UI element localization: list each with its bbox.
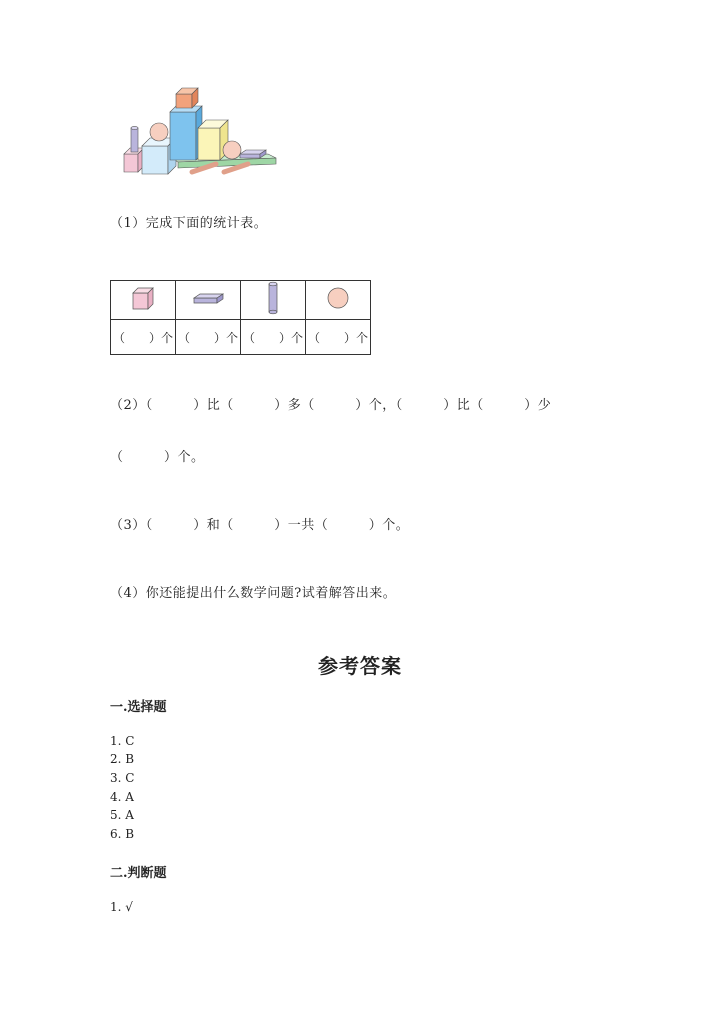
question-3: （3）（ ）和（ ）一共（ ）个。 — [110, 518, 410, 533]
list-item: 1. √ — [110, 900, 133, 914]
table-cell — [176, 281, 241, 320]
list-item: 3. C — [110, 771, 135, 785]
cylinder-icon — [266, 281, 280, 315]
table-cell: （ ）个 — [111, 320, 176, 355]
table-cell: （ ）个 — [176, 320, 241, 355]
question-2-line-2: （ ）个。 — [110, 450, 205, 465]
table-cell — [241, 281, 306, 320]
table-icon-row — [111, 281, 371, 320]
list-item: 6. B — [110, 827, 135, 841]
cube-icon — [128, 283, 158, 313]
sphere-icon — [325, 285, 351, 311]
solids-illustration — [118, 84, 280, 180]
table-cell: （ ）个 — [306, 320, 371, 355]
list-item: 1. C — [110, 734, 135, 748]
question-4: （4）你还能提出什么数学问题?试着解答出来。 — [110, 586, 397, 601]
list-item: 5. A — [110, 808, 134, 822]
question-1: （1）完成下面的统计表。 — [110, 216, 268, 231]
statistics-table — [110, 280, 371, 355]
section-judge-heading: 二.判断题 — [110, 866, 167, 881]
table-answer-row — [111, 320, 371, 355]
table-cell: （ ）个 — [241, 320, 306, 355]
section-choice-heading: 一.选择题 — [110, 700, 167, 715]
cuboid-icon — [191, 288, 225, 308]
answer-title: 参考答案 — [318, 654, 402, 678]
list-item: 2. B — [110, 752, 135, 766]
table-cell — [111, 281, 176, 320]
question-2-line-1: （2）（ ）比（ ）多（ ）个，（ ）比（ ）少 — [110, 398, 552, 413]
table-cell — [306, 281, 371, 320]
list-item: 4. A — [110, 790, 134, 804]
